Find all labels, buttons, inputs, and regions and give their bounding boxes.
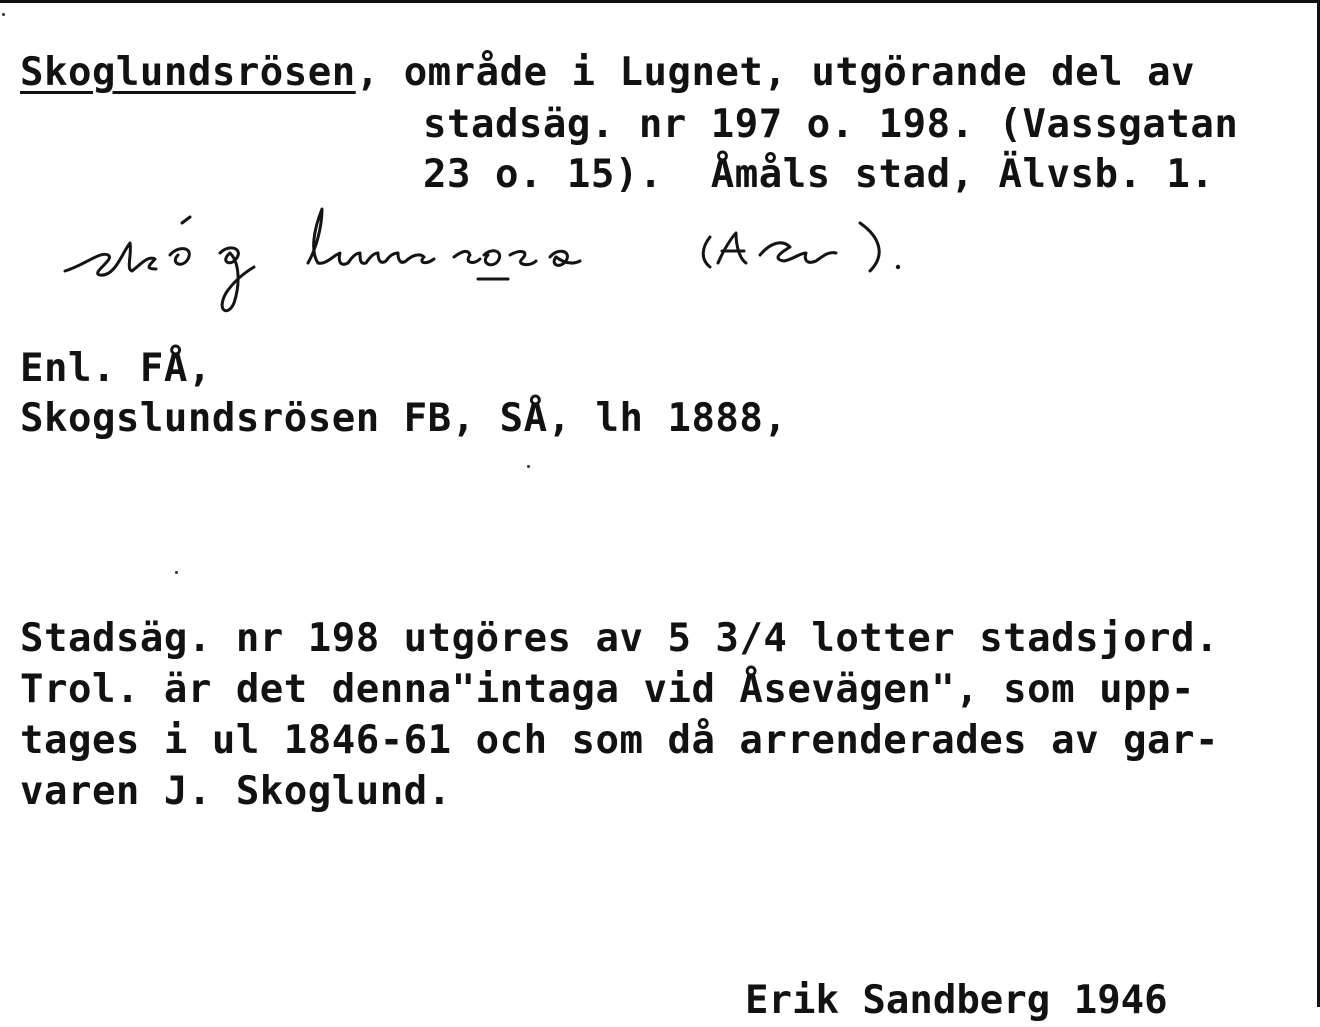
comment-line-4: varen J. Skoglund. [20, 769, 452, 814]
entry-line-2: stadsäg. nr 197 o. 198. (Vassgatan [423, 102, 1239, 147]
entry-line-1 [20, 47, 1195, 99]
paper-speck [527, 465, 530, 468]
entry-line-3: 23 o. 15). Åmåls stad, Älvsb. 1. [423, 152, 1215, 197]
comment-line-2: Trol. är det denna"intaga vid Åsevägen", som upp- [20, 667, 1196, 712]
headword: Skoglundsrösen [20, 50, 356, 95]
paper-speck [175, 571, 178, 574]
signature: Erik Sandberg 1946 [745, 978, 1168, 1023]
entry-line-1-rest: , område i Lugnet, utgörande del av [355, 50, 1196, 95]
comment-line-3: tages i ul 1846-61 och som då arrenderades av gar- [20, 718, 1219, 763]
comment-line-1: Stadsäg. nr 198 utgöres av 5 3/4 lotter stadsjord. [20, 616, 1219, 661]
source-line-1: Enl. FÅ, [20, 346, 212, 391]
handwritten-note [60, 193, 920, 323]
source-line-2: Skogslundsrösen FB, SÅ, lh 1888, [20, 396, 788, 441]
paper-speck [2, 13, 5, 16]
